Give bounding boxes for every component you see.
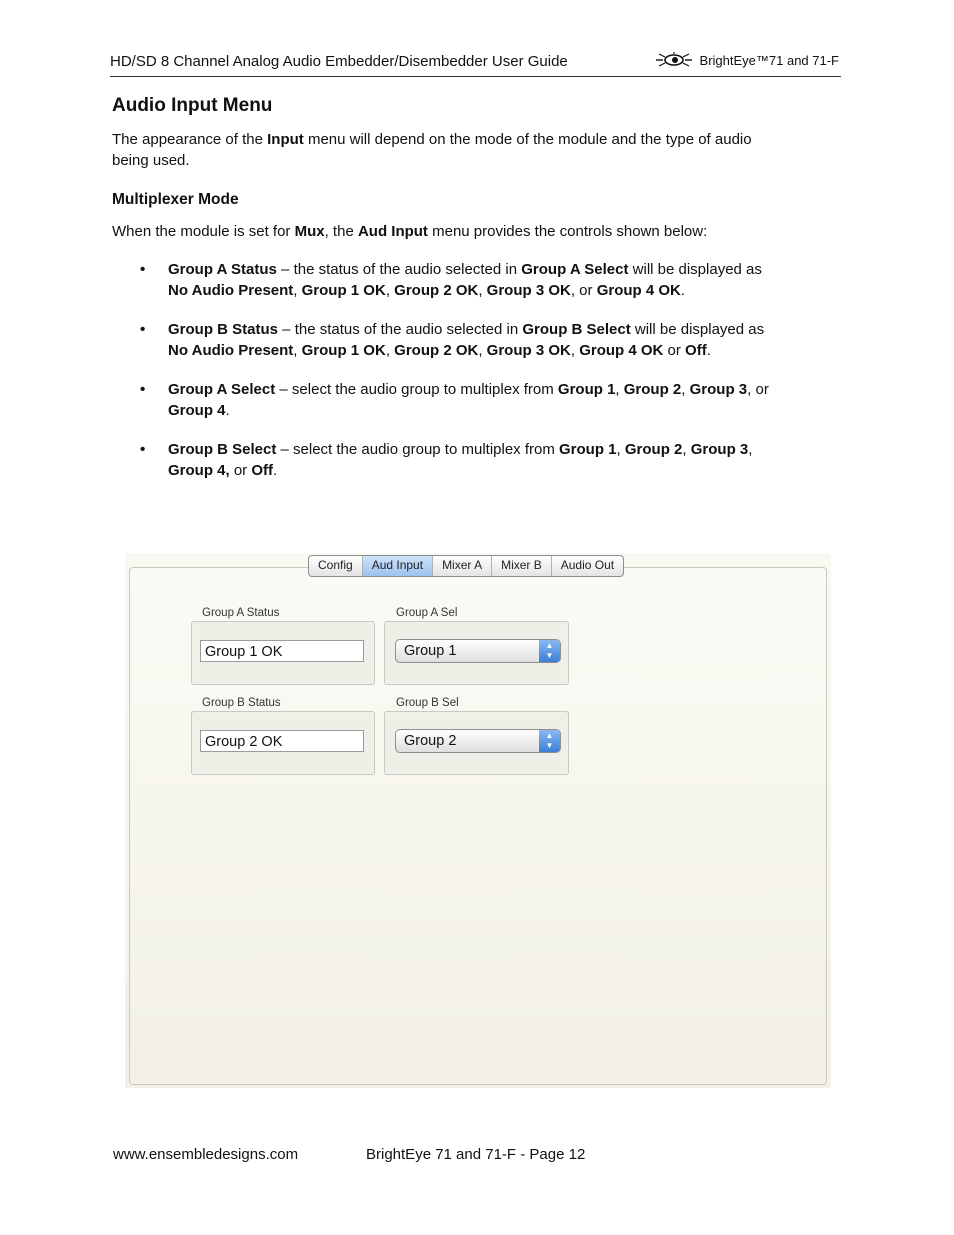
- group-b-sel-label: Group B Sel: [396, 697, 459, 709]
- bullet-line1: Group B Status – the status of the audio selected in Group B Select will be displayed as: [168, 321, 765, 338]
- page-header: [110, 52, 841, 77]
- group-b-sel-box: [384, 711, 569, 775]
- group-b-status-field: Group 2 OK: [200, 730, 364, 752]
- group-b-sel-dropdown[interactable]: [395, 729, 561, 753]
- bullet-item: [140, 320, 830, 361]
- bullet-dot: •: [140, 321, 146, 338]
- tab-config[interactable]: Config: [309, 556, 363, 576]
- intro-line-1: The appearance of the Input menu will depend on the mode of the module and the type of audio: [112, 131, 752, 148]
- bullet-line2: No Audio Present, Group 1 OK, Group 2 OK, Group 3 OK, or Group 4 OK.: [168, 281, 686, 299]
- aud-input-screenshot: [125, 553, 831, 1088]
- bullet-line2: No Audio Present, Group 1 OK, Group 2 OK, Group 3 OK, Group 4 OK or Off.: [168, 341, 711, 359]
- group-b-sel-value: Group 2: [404, 733, 457, 749]
- bullet-dot: •: [140, 261, 146, 278]
- up-down-arrows-icon: ▲ ▼: [539, 640, 560, 662]
- bullet-line2: Group 4, or Off.: [168, 461, 278, 479]
- up-down-arrows-icon: ▲ ▼: [539, 730, 560, 752]
- subsection-title: Multiplexer Mode: [112, 191, 239, 208]
- bullet-item: [140, 380, 830, 421]
- group-a-sel-value: Group 1: [404, 643, 457, 659]
- footer-website[interactable]: www.ensembledesigns.com: [113, 1146, 299, 1163]
- footer-page-number: BrightEye 71 and 71-F - Page 12: [366, 1146, 586, 1163]
- group-a-sel-box: [384, 621, 569, 685]
- sub-intro: When the module is set for Mux, the Aud Input menu provides the controls shown below:: [112, 223, 708, 240]
- bullet-line2: Group 4.: [168, 401, 230, 419]
- bullet-item: [140, 260, 830, 301]
- tab-mixer-b[interactable]: Mixer B: [492, 556, 552, 576]
- tab-bar: [308, 555, 624, 577]
- tab-mixer-a[interactable]: Mixer A: [433, 556, 492, 576]
- group-b-status-label: Group B Status: [202, 697, 281, 709]
- tab-aud-input[interactable]: Aud Input: [363, 556, 433, 576]
- tab-audio-out[interactable]: Audio Out: [560, 558, 615, 572]
- group-a-sel-label: Group A Sel: [396, 607, 458, 619]
- bullet-dot: •: [140, 381, 146, 398]
- intro-line-2: being used.: [112, 152, 190, 169]
- group-a-status-label: Group A Status: [202, 607, 280, 619]
- bullet-dot: •: [140, 441, 146, 458]
- brand-text: BrightEye™71 and 71-F: [699, 52, 839, 68]
- group-a-status-field: Group 1 OK: [200, 640, 364, 662]
- bullet-line1: Group B Select – select the audio group to multiplex from Group 1, Group 2, Group 3,: [168, 441, 753, 458]
- bullet-item: [140, 440, 830, 481]
- eye-sun-icon: [654, 52, 694, 68]
- group-a-sel-dropdown[interactable]: [395, 639, 561, 663]
- brand-mark: [654, 52, 839, 68]
- bullet-line1: Group A Select – select the audio group to multiplex from Group 1, Group 2, Group 3, or: [168, 381, 769, 398]
- group-a-status-box: [191, 621, 375, 685]
- document-title: HD/SD 8 Channel Analog Audio Embedder/Disembedder User Guide: [110, 53, 568, 70]
- group-b-status-box: [191, 711, 375, 775]
- section-title: Audio Input Menu: [112, 95, 273, 116]
- bullet-line1: Group A Status – the status of the audio selected in Group A Select will be displayed as: [168, 261, 762, 278]
